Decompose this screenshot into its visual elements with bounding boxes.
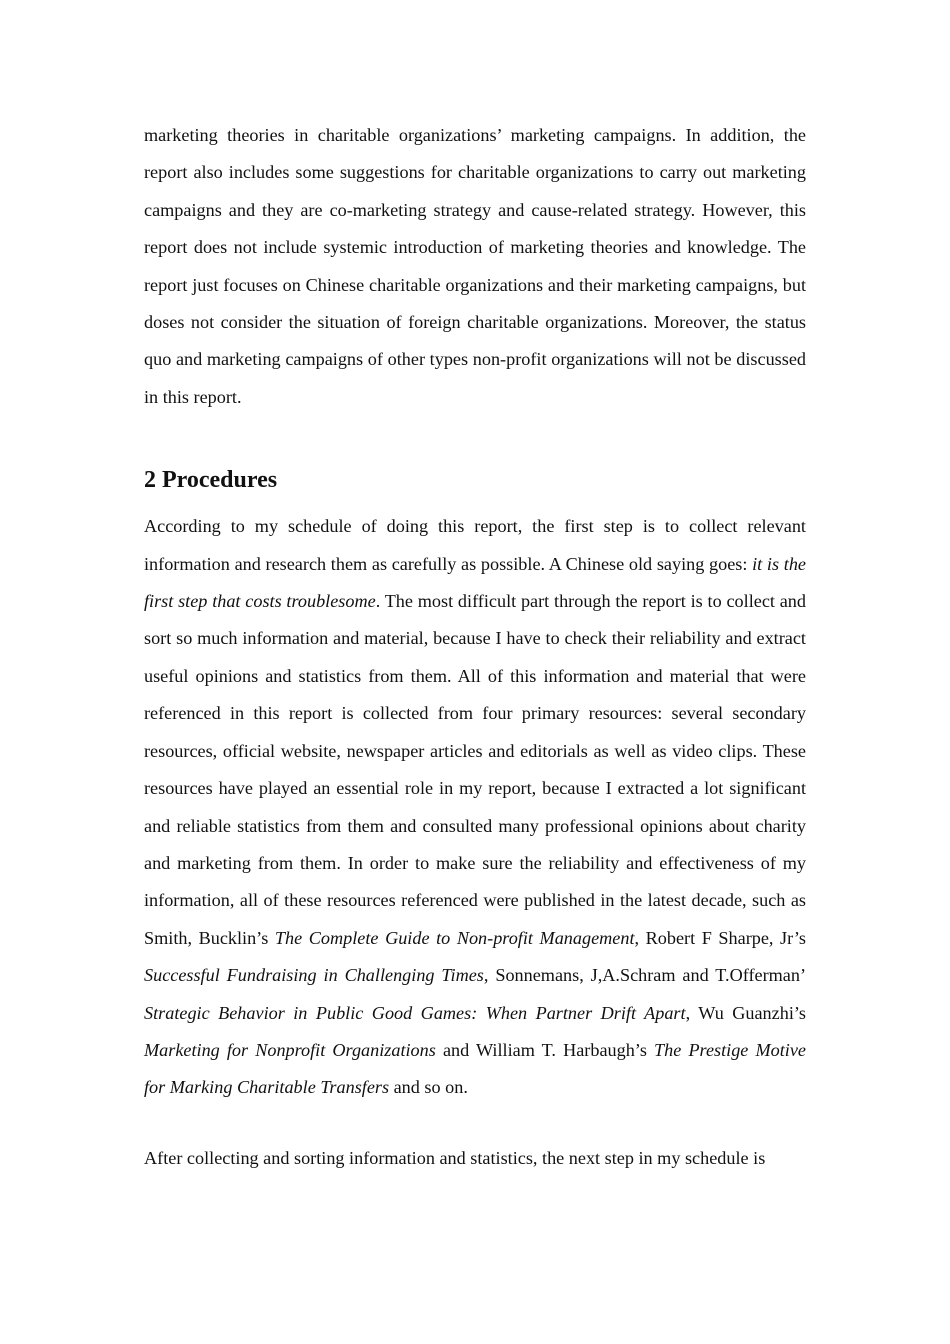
scope-paragraph: marketing theories in charitable organizations’ marketing campaigns. In addition, the report also includes some suggestions for charitable organizations to carry out marketing campaigns and they are co-marketing strategy and cause-related strategy. However, this report does not include systemic introduction of marketing theories and knowledge. The report just focuses on Chinese charitable organizations and their marketing campaigns, but doses not consider the situation of foreign charitable organizations. Moreover, the status quo and marketing campaigns of other types non-profit organizations will not be discussed in this report. — [144, 125, 806, 407]
document-page — [144, 117, 806, 1177]
procedures-text-run: , Wu Guanzhi’s — [685, 1002, 806, 1023]
book-title-run: Strategic Behavior in Public Good Games: When Partner Drift Apart — [144, 1002, 686, 1023]
book-title-run: The Complete Guide to Non-profit Management — [274, 927, 635, 948]
book-title-run: Successful Fundraising in Challenging Times — [144, 965, 484, 986]
procedures-text-run: According to my schedule of doing this report, the first step is to collect relevant information and research them as carefully as possible. A Chinese old saying goes: — [144, 516, 806, 574]
section-heading-procedures: 2 Procedures — [144, 467, 278, 494]
next-step-paragraph: After collecting and sorting information and statistics, the next step in my schedule is — [144, 1147, 766, 1168]
saying-italic-run: it is the first step that costs troublesome — [144, 553, 806, 612]
procedures-text-run: and William T. Harbaugh’s — [435, 1039, 655, 1060]
book-title-run: The Prestige Motive for Marking Charitable Transfers — [144, 1039, 806, 1098]
procedures-text-run: , Sonnemans, J,A.Schram and T.Offerman’ — [483, 965, 806, 986]
procedures-text-run: and so on. — [389, 1077, 468, 1098]
procedures-text-run: . The most difficult part through the report is to collect and sort so much information and material, because I have to check their reliability and extract useful opinions and statistics from them. All of this information and material that were referenced in this report is collected from four primary resources: several secondary resources, official website, newspaper articles and editorials as well as video clips. These resources have played an essential role in my report, because I extracted a lot significant and reliable statistics from them and consulted many professional opinions about charity and marketing from them. In order to make sure the reliability and effectiveness of my information, all of these resources referenced were published in the latest decade, such as Smith, Bucklin’s — [144, 591, 806, 948]
book-title-run: Marketing for Nonprofit Organizations — [144, 1039, 436, 1060]
procedures-paragraph — [144, 508, 806, 1107]
procedures-text-run: , Robert F Sharpe, Jr’s — [634, 927, 807, 948]
